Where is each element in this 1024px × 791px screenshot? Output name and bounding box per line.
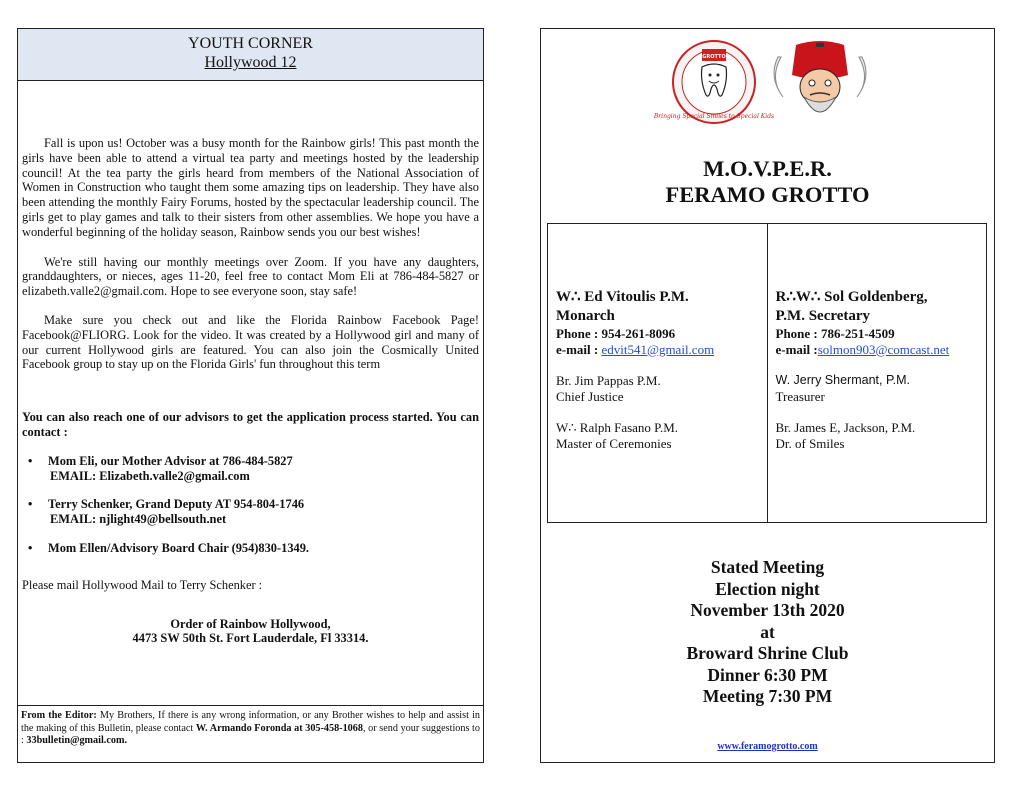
mail-note: Please mail Hollywood Mail to Terry Schenker : (22, 577, 263, 592)
officers-table (547, 223, 987, 523)
email-label: e-mail : (556, 341, 602, 357)
paragraph-1: Fall is upon us! October was a busy month for the Rainbow girls! This past month the girls have been able to attend a virtual tea party and meetings hosted by the leadership council! At the tea party the girls heard from members of the National Association of Women in Construction who taught them some amazing tips on leadership. They have also been attending the monthly Fairy Forums, hosted by the spectacular leadership council. The girls get to play games and talk to their sisters from other assemblies. We hope you have a wonderful beginning of the holiday season, Rainbow sends you our best wishes! (22, 136, 479, 239)
officer-block (556, 420, 761, 451)
grotto-title-line-1: M.O.V.P.E.R. (703, 156, 832, 181)
officers-right-column (768, 224, 987, 522)
officer-title: Master of Ceremonies (556, 435, 672, 451)
stated-meeting-info (541, 557, 994, 708)
officer-email-row (556, 342, 761, 358)
officer-name: W. Jerry Shermant, P.M. (775, 373, 911, 387)
youth-corner-panel (17, 28, 484, 763)
advisor-line: Mom Ellen/Advisory Board Chair (954)830-1349. (48, 540, 310, 555)
website-footer (541, 741, 994, 752)
officer-name: W∴ Ralph Fasano P.M. (556, 420, 679, 435)
officer-block (776, 373, 981, 404)
advisor-line: Terry Schenker, Grand Deputy AT 954-804-1746 (48, 497, 305, 512)
paragraph-3: Make sure you check out and like the Florida Rainbow Facebook Page! Facebook@FLIORG. Look for the video. It was created by a Hollywood girl and many of our current Hollywood girls are featured. You can also join the Cosmically United Facebook group to stay up on the Florida Girls' fun throughout this term (22, 312, 479, 372)
advisor-email[interactable]: EMAIL: Elizabeth.valle2@gmail.com (50, 468, 250, 483)
meeting-line: at (760, 621, 775, 642)
meeting-line: November 13th 2020 (690, 600, 845, 620)
youth-corner-title: YOUTH CORNER (188, 35, 313, 52)
logo-ring-text: Bringing Special Smiles to Special Kids (653, 113, 775, 120)
contact-intro: You can also reach one of our advisors to get the application process started. You can contact : (22, 410, 479, 439)
meeting-line: Meeting 7:30 PM (702, 686, 833, 706)
mailing-address (22, 617, 479, 647)
youth-corner-subtitle: Hollywood 12 (204, 54, 297, 71)
editor-label: From the Editor: (21, 710, 97, 721)
meeting-line: Election night (715, 578, 820, 599)
meeting-line: Broward Shrine Club (686, 643, 849, 663)
address-line-2: 4473 SW 50th St. Fort Lauderdale, Fl 33314. (132, 631, 369, 646)
logo-text: GROTTO (702, 54, 726, 60)
officer-email-link[interactable]: solmon903@comcast.net (817, 341, 950, 357)
advisor-email[interactable]: EMAIL: njlight49@bellsouth.net (50, 512, 227, 527)
website-link[interactable]: www.feramogrotto.com (717, 741, 818, 752)
officer-phone: Phone : 786-251-4509 (775, 326, 895, 341)
grotto-logos (653, 37, 866, 127)
officer-block (776, 420, 981, 451)
officer-title: Dr. of Smiles (775, 435, 845, 451)
editor-email[interactable]: 33bulletin@gmail.com. (26, 735, 127, 747)
meeting-line: Dinner 6:30 PM (707, 664, 828, 685)
officer-role: P.M. Secretary (775, 308, 871, 324)
editor-note (18, 705, 483, 762)
advisor-item (22, 454, 479, 484)
advisor-list (22, 454, 479, 556)
officer-email-link[interactable]: edvit541@gmail.com (601, 341, 715, 357)
officer-name: Br. James E, Jackson, P.M. (775, 420, 916, 435)
officer-name: W∴ Ed Vitoulis P.M. (556, 289, 689, 305)
bullet-icon: • (28, 497, 33, 512)
officer-block (556, 373, 761, 404)
grotto-panel (540, 28, 995, 763)
officer-title: Chief Justice (556, 388, 624, 404)
advisor-line: Mom Eli, our Mother Advisor at 786-484-5827 (48, 453, 293, 468)
editor-contact: W. Armando Foronda at 305-458-1068 (195, 722, 363, 734)
email-label: e-mail : (775, 341, 818, 357)
fez-man-logo-icon (774, 41, 866, 112)
bullet-icon: • (28, 540, 33, 555)
officer-title: Treasurer (775, 388, 825, 404)
officer-role: Monarch (556, 308, 615, 324)
officer-email-row (776, 342, 981, 358)
editor-text-2: , or send your suggestions to : (21, 722, 480, 747)
officer-phone: Phone : 954-261-8096 (556, 326, 676, 341)
advisor-item (22, 497, 479, 527)
grotto-title (541, 156, 994, 208)
officer-name: R∴W∴ Sol Goldenberg, (775, 289, 928, 305)
editor-text-1: My Brothers, If there is any wrong information, or any Brother wishes to help and assist in the making of this Bulletin, please contact (21, 710, 481, 734)
advisor-item (22, 541, 479, 556)
meeting-line: Stated Meeting (710, 557, 825, 577)
address-line-1: Order of Rainbow Hollywood, (170, 616, 331, 631)
officer-name: Br. Jim Pappas P.M. (556, 373, 661, 388)
bullet-icon: • (28, 453, 33, 468)
youth-corner-body (18, 136, 483, 646)
tooth-logo-icon (653, 41, 774, 123)
grotto-title-line-2: FERAMO GROTTO (665, 182, 870, 207)
officers-left-column (548, 224, 768, 522)
paragraph-2: We're still having our monthly meetings over Zoom. If you have any daughters, granddaughters, or nieces, ages 11-20, feel free to contact Mom Eli at 786-484-5827 or elizabeth.valle2@gmail.com. Hope to see everyone soon, stay safe! (22, 254, 479, 299)
youth-corner-header (18, 29, 483, 81)
